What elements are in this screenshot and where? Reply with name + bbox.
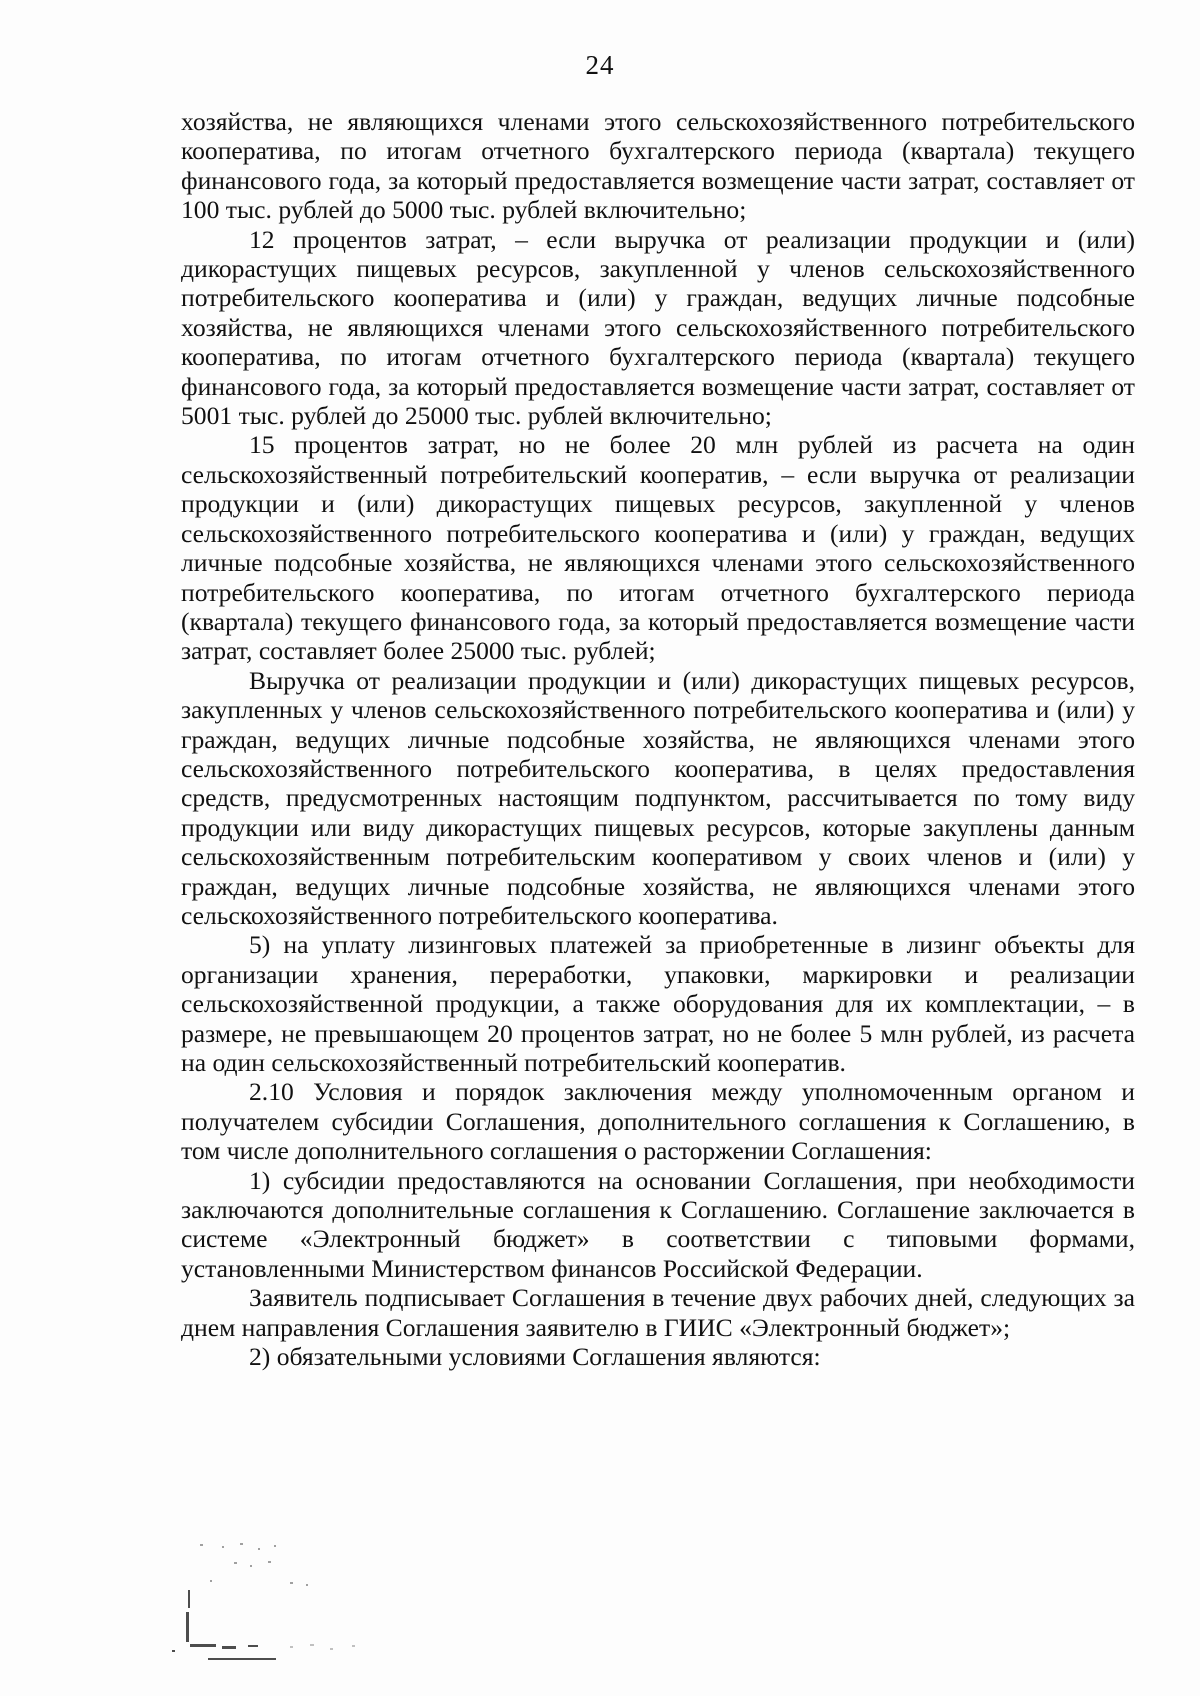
paragraph-15-percent: 15 процентов затрат, но не более 20 млн рублей из расчета на один сельскохозяйственный потребительский кооператив, – если выручка от реализации продукции и (или) дикорастущих пищевых ресурсов, закупленной у членов сельскохозяйственного потребительского кооператива и (или) у граждан, ведущих личные подсобные хозяйства, не являющихся членами этого сельскохозяйственного потребительского кооператива, по итогам отчетного бухгалтерского периода (квартала) текущего финансового года, за который предоставляется возмещение части затрат, составляет более 25000 тыс. рублей; — [181, 430, 1135, 666]
paragraph-revenue: Выручка от реализации продукции и (или) дикорастущих пищевых ресурсов, закупленных у членов сельскохозяйственного потребительского кооператива и (или) у граждан, ведущих личные подсобные хозяйства, не являющихся членами этого сельскохозяйственного потребительского кооператива, в целях предоставления средств, предусмотренных настоящим подпунктом, рассчитывается по тому виду продукции или виду дикорастущих пищевых ресурсов, которые закуплены данным сельскохозяйственным потребительским кооперативом у своих членов и (или) у граждан, ведущих личные подсобные хозяйства, не являющихся членами этого сельскохозяйственного потребительского кооператива. — [181, 665, 1135, 930]
paragraph-applicant-signs: Заявитель подписывает Соглашения в течение двух рабочих дней, следующих за днем направления Соглашения заявителю в ГИИС «Электронный бюджет»; — [181, 1283, 1135, 1342]
paragraph-item-2: 2) обязательными условиями Соглашения являются: — [249, 1342, 821, 1372]
paragraph-12-percent: 12 процентов затрат, – если выручка от реализации продукции и (или) дикорастущих пищевых ресурсов, закупленной у членов сельскохозяйственного потребительского кооператива и (или) у граждан, ведущих личные подсобные хозяйства, не являющихся членами этого сельскохозяйственного потребительского кооператива, по итогам отчетного бухгалтерского периода (квартала) текущего финансового года, за который предоставляется возмещение части затрат, составляет от 5001 тыс. рублей до 25000 тыс. рублей включительно; — [181, 224, 1135, 431]
paragraph-continuation: хозяйства, не являющихся членами этого сельскохозяйственного потребительского кооператива, по итогам отчетного бухгалтерского периода (квартала) текущего финансового года, за который предоставляется возмещение части затрат, составляет от 100 тыс. рублей до 5000 тыс. рублей включительно; — [181, 107, 1135, 225]
document-body — [181, 107, 1135, 1371]
scan-artifact — [170, 1540, 430, 1680]
paragraph-section-2-10: 2.10 Условия и порядок заключения между уполномоченным органом и получателем субсидии Соглашения, дополнительного соглашения к Соглашению, в том числе дополнительного соглашения о расторжении Соглашения: — [181, 1077, 1135, 1166]
paragraph-item-1: 1) субсидии предоставляются на основании Соглашения, при необходимости заключаются дополнительные соглашения к Соглашению. Соглашение заключается в системе «Электронный бюджет» в соответствии с типовыми формами, установленными Министерством финансов Российской Федерации. — [181, 1165, 1135, 1283]
paragraph-item-5: 5) на уплату лизинговых платежей за приобретенные в лизинг объекты для организации хранения, переработки, упаковки, маркировки и реализации сельскохозяйственной продукции, а также оборудования для их комплектации, – в размере, не превышающем 20 процентов затрат, но не более 5 млн рублей, из расчета на один сельскохозяйственный потребительский кооператив. — [181, 930, 1135, 1077]
page-number: 24 — [585, 50, 615, 80]
